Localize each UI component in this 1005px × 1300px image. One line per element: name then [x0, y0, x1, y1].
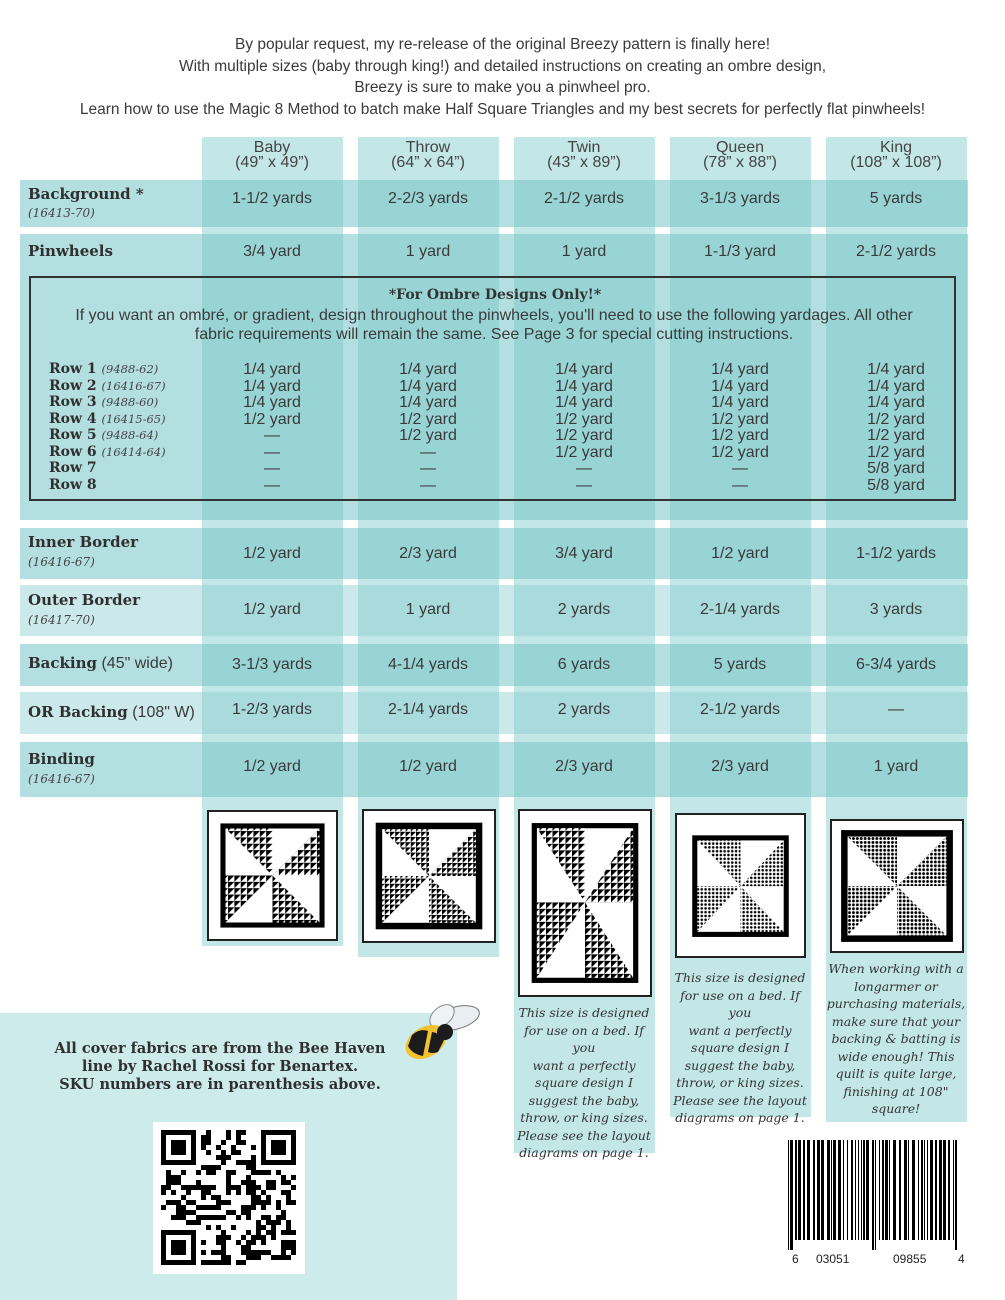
cell: 6-3/4 yards: [855, 656, 937, 673]
cell: 1-1/2 yards: [231, 190, 313, 207]
pinwheel-icon: [832, 821, 962, 951]
note-line: wide enough! This: [837, 1048, 955, 1064]
cell: 1-1/3 yard: [703, 243, 777, 260]
note-line: This size is designed: [674, 970, 806, 985]
fabric-info-line: All cover fabrics are from the Bee Haven: [54, 1040, 386, 1057]
size-name: Baby: [253, 139, 291, 156]
ombre-row-label: Row 2 (16416-67): [49, 377, 166, 394]
ombre-cell: 1/4 yard: [243, 361, 301, 378]
quilt-diagram-twin: [518, 809, 652, 997]
ombre-cell: 1/2 yard: [399, 427, 457, 444]
ombre-cell: 1/4 yard: [867, 394, 925, 411]
cell: 2/3 yard: [711, 758, 769, 775]
row-label-or-backing: OR Backing (108" W): [28, 703, 195, 721]
ombre-cell: —: [264, 443, 280, 461]
cell: 3-1/3 yards: [699, 190, 781, 207]
size-dims: (64” x 64”): [391, 154, 465, 171]
size-dims: (78” x 88”): [703, 154, 777, 171]
ombre-row-label: Row 3 (9488-60): [49, 394, 159, 410]
note-line: This size is designed: [518, 1005, 650, 1020]
barcode: [778, 1136, 968, 1269]
barcode-icon: [778, 1136, 968, 1251]
qr-code[interactable]: [153, 1122, 305, 1274]
ombre-cell: 5/8 yard: [867, 476, 925, 494]
pinwheel-icon: [520, 811, 650, 995]
note-line: backing & batting is: [831, 1031, 961, 1046]
ombre-cell: 1/4 yard: [243, 394, 301, 411]
ombre-cell: 1/2 yard: [867, 443, 925, 461]
note-line: for use on a bed. If you: [524, 1022, 644, 1055]
note-line: suggest the baby,: [528, 1092, 640, 1108]
row-label-pinwheels: Pinwheels: [28, 242, 113, 260]
ombre-cell: 1/4 yard: [243, 377, 301, 395]
note-queen: [670, 969, 810, 1127]
note-line: diagrams on page 1.: [675, 1110, 805, 1125]
ombre-cell: —: [576, 460, 592, 477]
note-line: square design I: [534, 1075, 634, 1090]
row-sku-binding: (16416-67): [28, 772, 95, 786]
ombre-cell: 1/2 yard: [399, 410, 457, 428]
ombre-cell: 1/4 yard: [555, 377, 613, 395]
quilt-diagram-throw: [362, 809, 496, 943]
ombre-text-line: If you want an ombré, or gradient, design throughout the pinwheels, you'll need to use the following yardages. All other: [75, 307, 913, 324]
intro-text: [0, 34, 1005, 120]
ombre-row-label: Row 5 (9488-64): [49, 427, 159, 443]
cell: 5 yards: [869, 190, 923, 207]
ombre-cell: 1/4 yard: [555, 361, 613, 378]
note-line: quilt is quite large,: [835, 1066, 957, 1081]
note-line: want a perfectly: [532, 1057, 636, 1073]
cell: 1/2 yard: [399, 758, 457, 775]
row-label-backing: Backing (45" wide): [28, 654, 173, 672]
ombre-cell: 1/4 yard: [711, 361, 769, 378]
ombre-cell: —: [420, 460, 436, 477]
ombre-cell: —: [264, 427, 280, 444]
ombre-text-line: fabric requirements will remain the same. See Page 3 for special cutting instructions.: [194, 326, 794, 343]
cell: 1 yard: [405, 243, 451, 260]
note-line: throw, or king sizes.: [520, 1110, 648, 1125]
ombre-cell: 1/4 yard: [399, 394, 457, 411]
note-line: When working with a: [828, 961, 964, 976]
ombre-title: *For Ombre Designs Only!*: [388, 287, 602, 303]
ombre-cell: —: [420, 476, 436, 494]
cell: 1/2 yard: [243, 601, 301, 618]
note-king: [826, 960, 966, 1118]
note-line: make sure that your: [831, 1013, 961, 1029]
size-dims: (49” x 49”): [235, 154, 309, 171]
fabric-info-line: SKU numbers are in parenthesis above.: [59, 1076, 381, 1093]
cell: 1-2/3 yards: [231, 701, 313, 718]
note-line: square design I: [690, 1040, 790, 1055]
row-sku-inner-border: (16416-67): [28, 555, 95, 569]
fabric-info-text: [40, 1040, 400, 1094]
ombre-cell: 1/2 yard: [555, 443, 613, 461]
ombre-cell: —: [420, 443, 436, 461]
cell: 1/2 yard: [243, 545, 301, 562]
ombre-cell: 1/2 yard: [243, 410, 301, 428]
ombre-cell: 1/4 yard: [399, 361, 457, 378]
cell: 3-1/3 yards: [231, 656, 313, 673]
cell: 2-1/2 yards: [543, 190, 625, 207]
note-line: for use on a bed. If you: [680, 987, 800, 1020]
cell: 2-1/4 yards: [387, 701, 469, 718]
column-header-king: [818, 140, 974, 170]
cell: 2-2/3 yards: [387, 190, 469, 207]
intro-line: With multiple sizes (baby through king!) and detailed instructions on creating an ombre design,: [178, 57, 827, 75]
cell: 2/3 yard: [555, 758, 613, 775]
cell: 3 yards: [869, 601, 923, 618]
ombre-cell: 1/4 yard: [711, 377, 769, 395]
size-name: King: [879, 139, 913, 156]
cell: 3/4 yard: [555, 545, 613, 562]
cell: 2-1/2 yards: [699, 701, 781, 718]
cell: 1 yard: [873, 758, 919, 775]
bee-icon: [398, 1002, 482, 1066]
ombre-cell: 1/2 yard: [867, 427, 925, 444]
cell: 3/4 yard: [243, 243, 301, 260]
size-name: Twin: [567, 139, 601, 156]
cell: 2 yards: [557, 601, 611, 618]
cell: 2-1/4 yards: [699, 601, 781, 618]
cell: 1 yard: [561, 243, 607, 260]
intro-line: Breezy is sure to make you a pinwheel pro.: [354, 79, 651, 96]
quilt-diagram-king: [830, 819, 964, 953]
ombre-cell: —: [732, 476, 748, 494]
barcode-digits: 03051: [816, 1252, 850, 1266]
ombre-cell: 1/4 yard: [867, 377, 925, 395]
cell: 5 yards: [713, 656, 767, 673]
ombre-cell: 1/4 yard: [555, 394, 613, 411]
note-line: square!: [871, 1101, 921, 1116]
pinwheel-icon: [677, 815, 804, 956]
ombre-text: [38, 306, 950, 344]
cell: 1 yard: [405, 601, 451, 618]
ombre-cell: 1/4 yard: [867, 361, 925, 378]
ombre-cell: —: [264, 476, 280, 494]
ombre-cell: 1/2 yard: [555, 427, 613, 444]
column-header-queen: [662, 140, 818, 170]
note-line: diagrams on page 1.: [519, 1145, 649, 1160]
cell: —: [888, 701, 904, 718]
row-sku-outer-border: (16417-70): [28, 613, 95, 627]
ombre-row-label: Row 1 (9488-62): [49, 361, 159, 377]
pinwheel-icon: [209, 812, 336, 939]
pinwheel-icon: [364, 811, 494, 941]
ombre-row-label: Row 7: [49, 460, 97, 476]
qr-code-icon: [153, 1122, 305, 1274]
cell: 6 yards: [557, 656, 611, 673]
ombre-cell: 1/4 yard: [711, 394, 769, 411]
row-label-inner-border: Inner Border: [28, 533, 139, 551]
note-line: Please see the layout: [673, 1092, 807, 1108]
ombre-cell: —: [264, 460, 280, 477]
row-label-binding: Binding: [28, 750, 95, 768]
ombre-cell: 5/8 yard: [867, 460, 925, 477]
note-line: throw, or king sizes.: [676, 1075, 804, 1090]
cell: 2 yards: [557, 701, 611, 718]
size-name: Queen: [715, 139, 765, 156]
ombre-row-label: Row 8: [49, 476, 97, 493]
cell: 4-1/4 yards: [387, 656, 469, 673]
note-line: longarmer or: [854, 978, 938, 994]
ombre-cell: 1/4 yard: [399, 377, 457, 395]
column-header-baby: [194, 140, 350, 170]
cell: 1/2 yard: [243, 758, 301, 775]
ombre-cell: 1/2 yard: [711, 427, 769, 444]
note-line: want a perfectly: [688, 1022, 792, 1038]
ombre-row-label: Row 6 (16414-64): [49, 443, 166, 460]
intro-line: By popular request, my re-release of the original Breezy pattern is finally here!: [234, 36, 770, 53]
size-dims: (108” x 108”): [850, 154, 942, 171]
note-line: purchasing materials,: [826, 996, 966, 1011]
ombre-cell: 1/2 yard: [711, 410, 769, 428]
fabric-info-line: line by Rachel Rossi for Benartex.: [81, 1058, 359, 1075]
size-name: Throw: [405, 139, 451, 156]
cell: 1/2 yard: [711, 545, 769, 562]
row-label-outer-border: Outer Border: [28, 591, 141, 609]
quilt-diagram-baby: [207, 810, 338, 941]
intro-line: Learn how to use the Magic 8 Method to batch make Half Square Triangles and my best secrets for perfectly flat pinwheels!: [79, 100, 926, 118]
note-line: Please see the layout: [517, 1127, 651, 1143]
cell: 1-1/2 yards: [855, 545, 937, 562]
cell: 2-1/2 yards: [855, 243, 937, 260]
size-dims: (43” x 89”): [547, 154, 621, 171]
column-header-throw: [350, 140, 506, 170]
cell: 2/3 yard: [399, 545, 457, 562]
column-header-twin: [506, 140, 662, 170]
note-line: suggest the baby,: [684, 1057, 796, 1073]
barcode-digit: 6: [792, 1252, 799, 1266]
ombre-cell: —: [576, 476, 592, 494]
note-line: finishing at 108": [843, 1083, 949, 1099]
barcode-digit: 4: [958, 1252, 965, 1266]
ombre-cell: 1/2 yard: [711, 443, 769, 461]
quilt-diagram-queen: [675, 813, 806, 958]
ombre-cell: —: [732, 460, 748, 477]
ombre-cell: 1/2 yard: [867, 410, 925, 428]
row-sku-background: (16413-70): [28, 206, 95, 220]
ombre-cell: 1/2 yard: [555, 410, 613, 428]
row-label-background: Background *: [28, 185, 144, 203]
ombre-row-label: Row 4 (16415-65): [49, 410, 166, 427]
barcode-digits: 09855: [893, 1252, 927, 1266]
note-twin: [514, 1004, 654, 1162]
